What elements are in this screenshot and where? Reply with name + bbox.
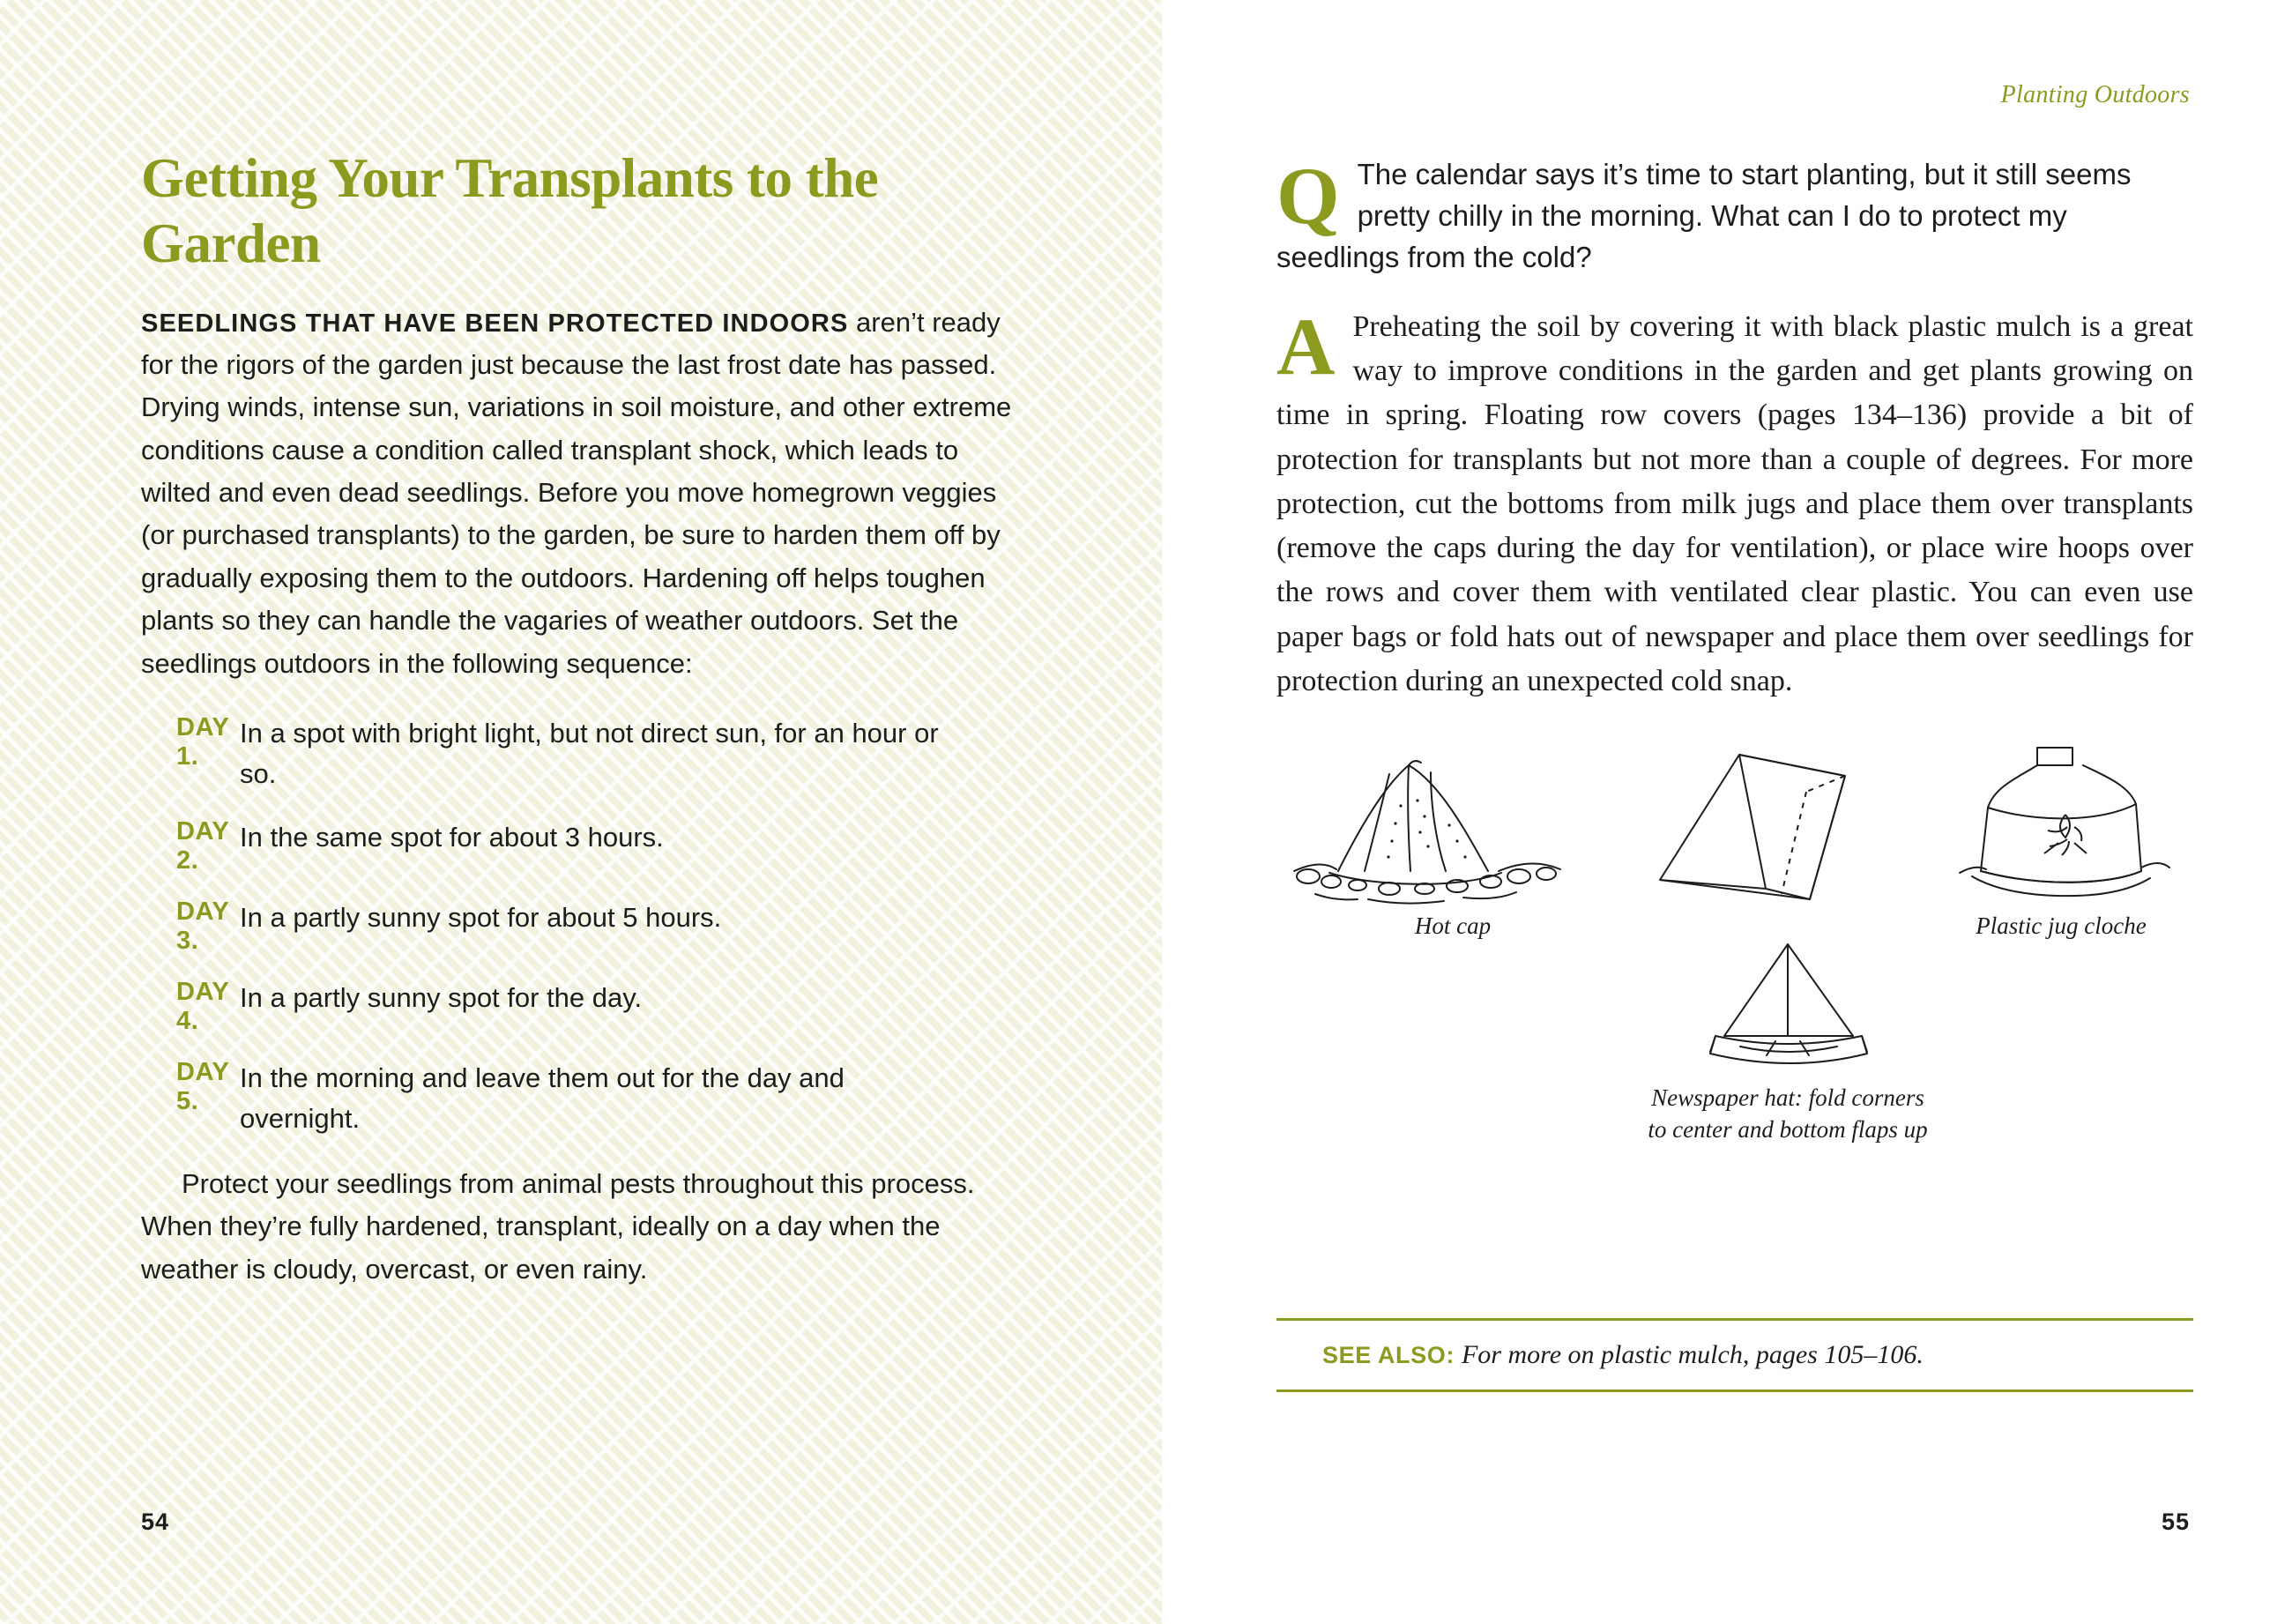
question-dropcap: Q (1276, 151, 1340, 241)
page-number-right: 55 (2161, 1509, 2190, 1535)
day-text: In a partly sunny spot for the day. (240, 981, 643, 1013)
running-head: Planting Outdoors (2000, 81, 2190, 108)
answer-block (1276, 301, 2193, 704)
hot-cap-illustration (1276, 748, 1629, 906)
figure-hot-cap (1276, 748, 1629, 942)
closing-paragraph: Protect your seedlings from animal pests throughout this process. When they’re fully hardened, transplant, ideally on a day when the weather is cloudy, overcast, or even rainy. (141, 1167, 975, 1285)
wire-hoop-tent-illustration (1633, 739, 1924, 915)
newspaper-hat-illustration (1567, 937, 2008, 1078)
figure-caption-newspaper-hat (1567, 1083, 2008, 1145)
right-page (1162, 0, 2292, 1624)
intro-lead-caps: SEEDLINGS THAT HAVE BEEN PROTECTED INDOORS (141, 309, 849, 338)
day-label: DAY 1. (176, 712, 229, 771)
page-number-left: 54 (141, 1509, 170, 1535)
left-page-content (141, 145, 1031, 1291)
day-text: In a spot with bright light, but not direct sun, for an hour or so. (240, 717, 939, 790)
figure-caption-line2: to center and bottom flaps up (1648, 1116, 1928, 1144)
see-also-text: For more on plastic mulch, pages 105–106. (1461, 1340, 1924, 1369)
answer-dropcap: A (1276, 301, 1336, 391)
list-item (141, 898, 1031, 956)
day-text: In the morning and leave them out for the day and overnight. (240, 1062, 845, 1135)
list-item (141, 978, 1031, 1036)
figure-plastic-jug-cloche (1933, 739, 2189, 942)
question-text: The calendar says it’s time to start planting, but it still seems pretty chilly in the morning. What can I do to protect my seedlings from the cold? (1276, 158, 2132, 273)
figure-caption-hot-cap: Hot cap (1414, 913, 1492, 940)
day-label: DAY 3. (176, 897, 229, 955)
day-label: DAY 2. (176, 816, 229, 875)
figure-caption-line1: Newspaper hat: fold corners (1651, 1084, 1924, 1112)
day-label: DAY 5. (176, 1057, 229, 1115)
list-item (141, 713, 1031, 795)
list-item (141, 817, 1031, 875)
intro-body: aren’t ready for the rigors of the garden just because the last frost date has passed. Drying winds, intense sun, variations in soil moisture, and other extreme conditions cause a condition called transplant shock, which leads to wilted and even dead seedlings. Before you move homegrown veggies (or purchased transplants) to the garden, be sure to harden them off by gradually exposing them to the outdoors. Hardening off helps toughen plants so they can handle the vagaries of weather outdoors. Set the seedlings outdoors in the following sequence: (141, 306, 1012, 679)
answer-text: Preheating the soil by covering it with black plastic mulch is a great way to improve conditions in the garden and get plants growing on time in spring. Floating row covers (pages 134–136) provide a bit of protection for transplants but not more than a couple of degrees. For more protection, cut the bottoms from milk jugs and place them over transplants (remove the caps during the day for ventilation), or place wire hoops over the rows and cover them with ventilated clear plastic. You can even use paper bags or fold hats out of newspaper and place them over seedlings for protection during an unexpected cold snap. (1276, 309, 2193, 698)
figure-newspaper-hat (1567, 937, 2008, 1145)
day-text: In a partly sunny spot for about 5 hours. (240, 901, 722, 933)
figure-caption-plastic-jug-cloche: Plastic jug cloche (1976, 913, 2147, 940)
intro-paragraph (141, 302, 1031, 685)
question-block (1276, 151, 2193, 279)
see-also-label: SEE ALSO: (1322, 1342, 1455, 1368)
see-also-content (1276, 1321, 2193, 1389)
illustration-group (1276, 739, 2193, 1171)
see-also-rule-bottom (1276, 1389, 2193, 1392)
see-also-box (1276, 1318, 2193, 1392)
hardening-off-schedule-list (141, 713, 1031, 1140)
plastic-jug-cloche-illustration (1933, 739, 2189, 906)
day-label: DAY 4. (176, 977, 229, 1035)
page-title: Getting Your Transplants to the Garden (141, 147, 879, 275)
list-item (141, 1058, 1031, 1140)
right-page-content (1276, 151, 2193, 1171)
day-text: In the same spot for about 3 hours. (240, 821, 664, 853)
figure-wire-hoop-tent (1633, 739, 1924, 920)
